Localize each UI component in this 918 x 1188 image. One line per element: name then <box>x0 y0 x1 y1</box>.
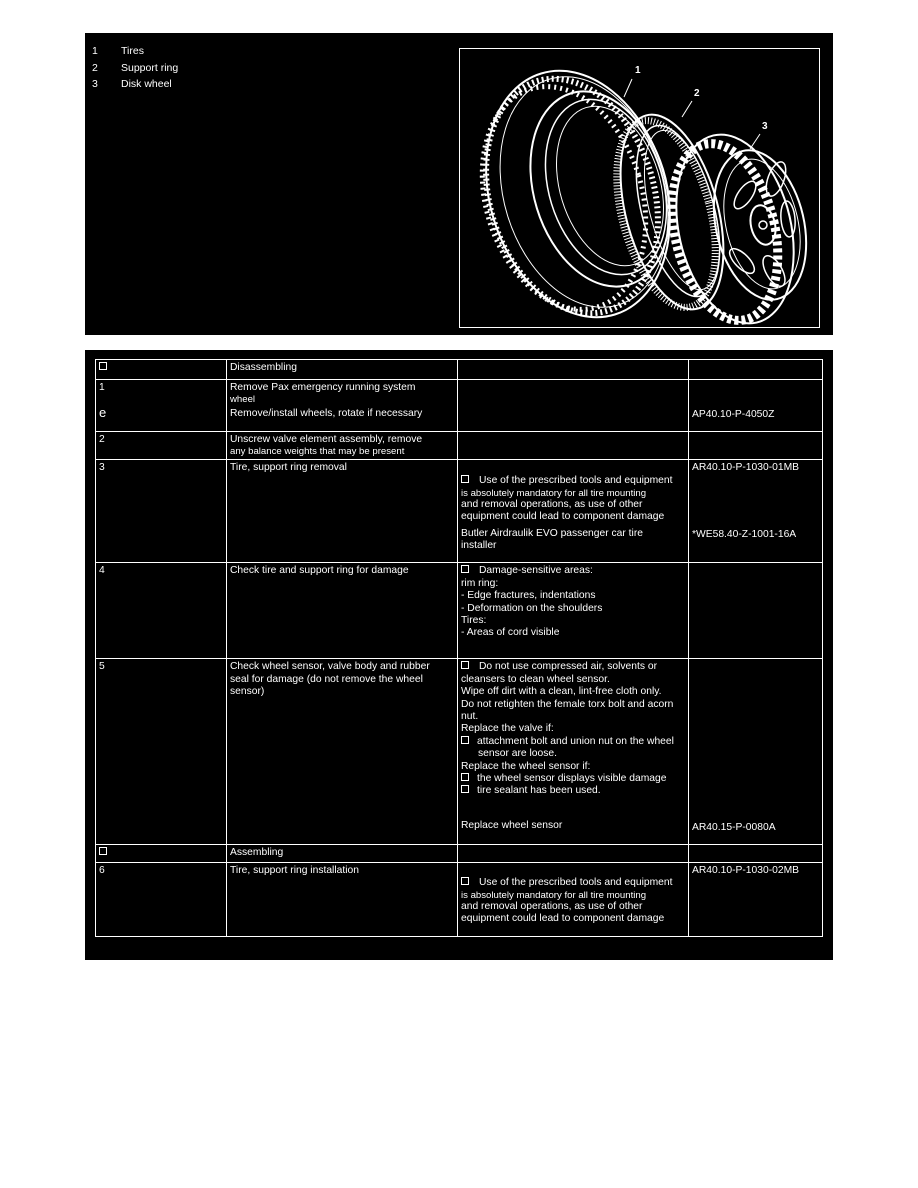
step-text: any balance weights that may be present <box>230 446 405 458</box>
table-row <box>96 563 823 659</box>
table-row <box>96 380 823 432</box>
legend-number: 2 <box>92 62 98 74</box>
callout-2-label: 2 <box>694 88 700 99</box>
legend-label: Disk wheel <box>121 78 172 90</box>
note-text: Replace the valve if: <box>461 723 554 735</box>
procedure-table <box>95 359 823 937</box>
square-bullet-icon <box>99 362 107 370</box>
table-row <box>96 432 823 460</box>
legend-number: 1 <box>92 45 98 57</box>
note-text: - Edge fractures, indentations <box>461 590 596 602</box>
legend-panel <box>85 33 833 335</box>
note-icon <box>461 475 469 483</box>
note-text: nut. <box>461 711 479 723</box>
reference-link[interactable]: AR40.10-P-1030-02MB <box>692 865 800 877</box>
checkbox-bullet-icon <box>461 785 469 793</box>
step-subtext: Remove/install wheels, rotate if necessary <box>230 408 423 420</box>
checkbox-bullet-icon <box>461 736 469 744</box>
step-number: 2 <box>96 432 227 460</box>
reference-link[interactable]: AR40.10-P-1030-01MB <box>692 462 800 474</box>
note-text: Do not retighten the female torx bolt and acorn <box>461 698 674 710</box>
note-text: Use of the prescribed tools and equipment <box>461 475 685 487</box>
step-number: 3 <box>96 460 227 563</box>
table-row <box>96 360 823 380</box>
note-text: Do not use compressed air, solvents or <box>461 661 685 673</box>
note-text: Damage-sensitive areas: <box>461 565 685 577</box>
note-text: Use of the prescribed tools and equipment <box>461 877 685 889</box>
legend-label: Support ring <box>121 62 179 74</box>
note-text: equipment could lead to component damage <box>461 511 665 523</box>
table-row <box>96 659 823 845</box>
step-text: Check tire and support ring for damage <box>227 563 458 659</box>
note-text: is absolutely mandatory for all tire mounting <box>461 889 647 901</box>
tool-text: installer <box>461 540 497 552</box>
note-text: equipment could lead to component damage <box>461 913 665 925</box>
square-bullet-icon <box>99 847 107 855</box>
procedure-panel <box>85 350 833 960</box>
step-number: 1 <box>99 382 105 393</box>
note-icon <box>461 877 469 885</box>
table-row <box>96 845 823 863</box>
note-text: Tires: <box>461 615 487 627</box>
checkbox-bullet-icon <box>461 773 469 781</box>
note-text: Replace the wheel sensor if: <box>461 760 591 772</box>
note-icon <box>461 661 469 669</box>
table-row <box>96 863 823 937</box>
tire-drawing <box>460 49 699 327</box>
wheel-assembly-illustration <box>460 49 819 327</box>
tool-text: Butler Airdraulik EVO passenger car tire <box>461 527 643 539</box>
step-text: sensor) <box>230 686 265 698</box>
note-text: rim ring: <box>461 577 499 589</box>
step-number: 6 <box>96 863 227 937</box>
step-text: Remove Pax emergency running system <box>230 382 416 393</box>
reference-link[interactable]: AP40.10-P-4050Z <box>692 409 775 420</box>
step-text: Check wheel sensor, valve body and rubber <box>230 661 430 673</box>
section-title: Assembling <box>227 845 458 863</box>
list-item: attachment bolt and union nut on the wheel <box>461 736 685 748</box>
step-text: Tire, support ring installation <box>227 863 458 937</box>
table-row <box>96 460 823 563</box>
list-item: tire sealant has been used. <box>461 785 685 797</box>
step-text: Tire, support ring removal <box>227 460 458 563</box>
step-number: 4 <box>96 563 227 659</box>
legend-number: 3 <box>92 78 98 90</box>
callout-3-leader <box>750 134 760 149</box>
callout-1-leader <box>624 79 632 97</box>
note-text: and removal operations, as use of other <box>461 498 643 510</box>
note-text: and removal operations, as use of other <box>461 900 643 912</box>
section-marker-cell <box>96 360 227 380</box>
info-symbol-icon: e <box>99 405 107 421</box>
disk-wheel-drawing <box>656 123 819 327</box>
exploded-wheel-figure <box>459 48 820 328</box>
step-number: 5 <box>96 659 227 845</box>
replace-text: Replace wheel sensor <box>461 819 563 831</box>
note-text: is absolutely mandatory for all tire mounting <box>461 487 647 499</box>
step-text: Unscrew valve element assembly, remove <box>230 434 423 445</box>
step-text: wheel <box>230 394 256 406</box>
legend-label: Tires <box>121 45 144 57</box>
section-title: Disassembling <box>227 360 458 380</box>
tool-reference-link[interactable]: *WE58.40-Z-1001-16A <box>692 528 797 540</box>
list-item: the wheel sensor displays visible damage <box>461 773 685 785</box>
note-text: - Deformation on the shoulders <box>461 602 603 614</box>
reference-link[interactable]: AR40.15-P-0080A <box>692 822 776 834</box>
step-text: seal for damage (do not remove the wheel <box>230 673 423 685</box>
note-text: cleansers to clean wheel sensor. <box>461 673 610 685</box>
note-text: Wipe off dirt with a clean, lint-free cloth only. <box>461 686 662 698</box>
note-text: - Areas of cord visible <box>461 627 560 639</box>
callout-1-label: 1 <box>635 65 641 76</box>
callout-2-leader <box>682 101 692 117</box>
list-item-continuation: sensor are loose. <box>478 748 557 760</box>
note-icon <box>461 565 469 573</box>
section-marker-cell <box>96 845 227 863</box>
callout-3-label: 3 <box>762 121 768 132</box>
